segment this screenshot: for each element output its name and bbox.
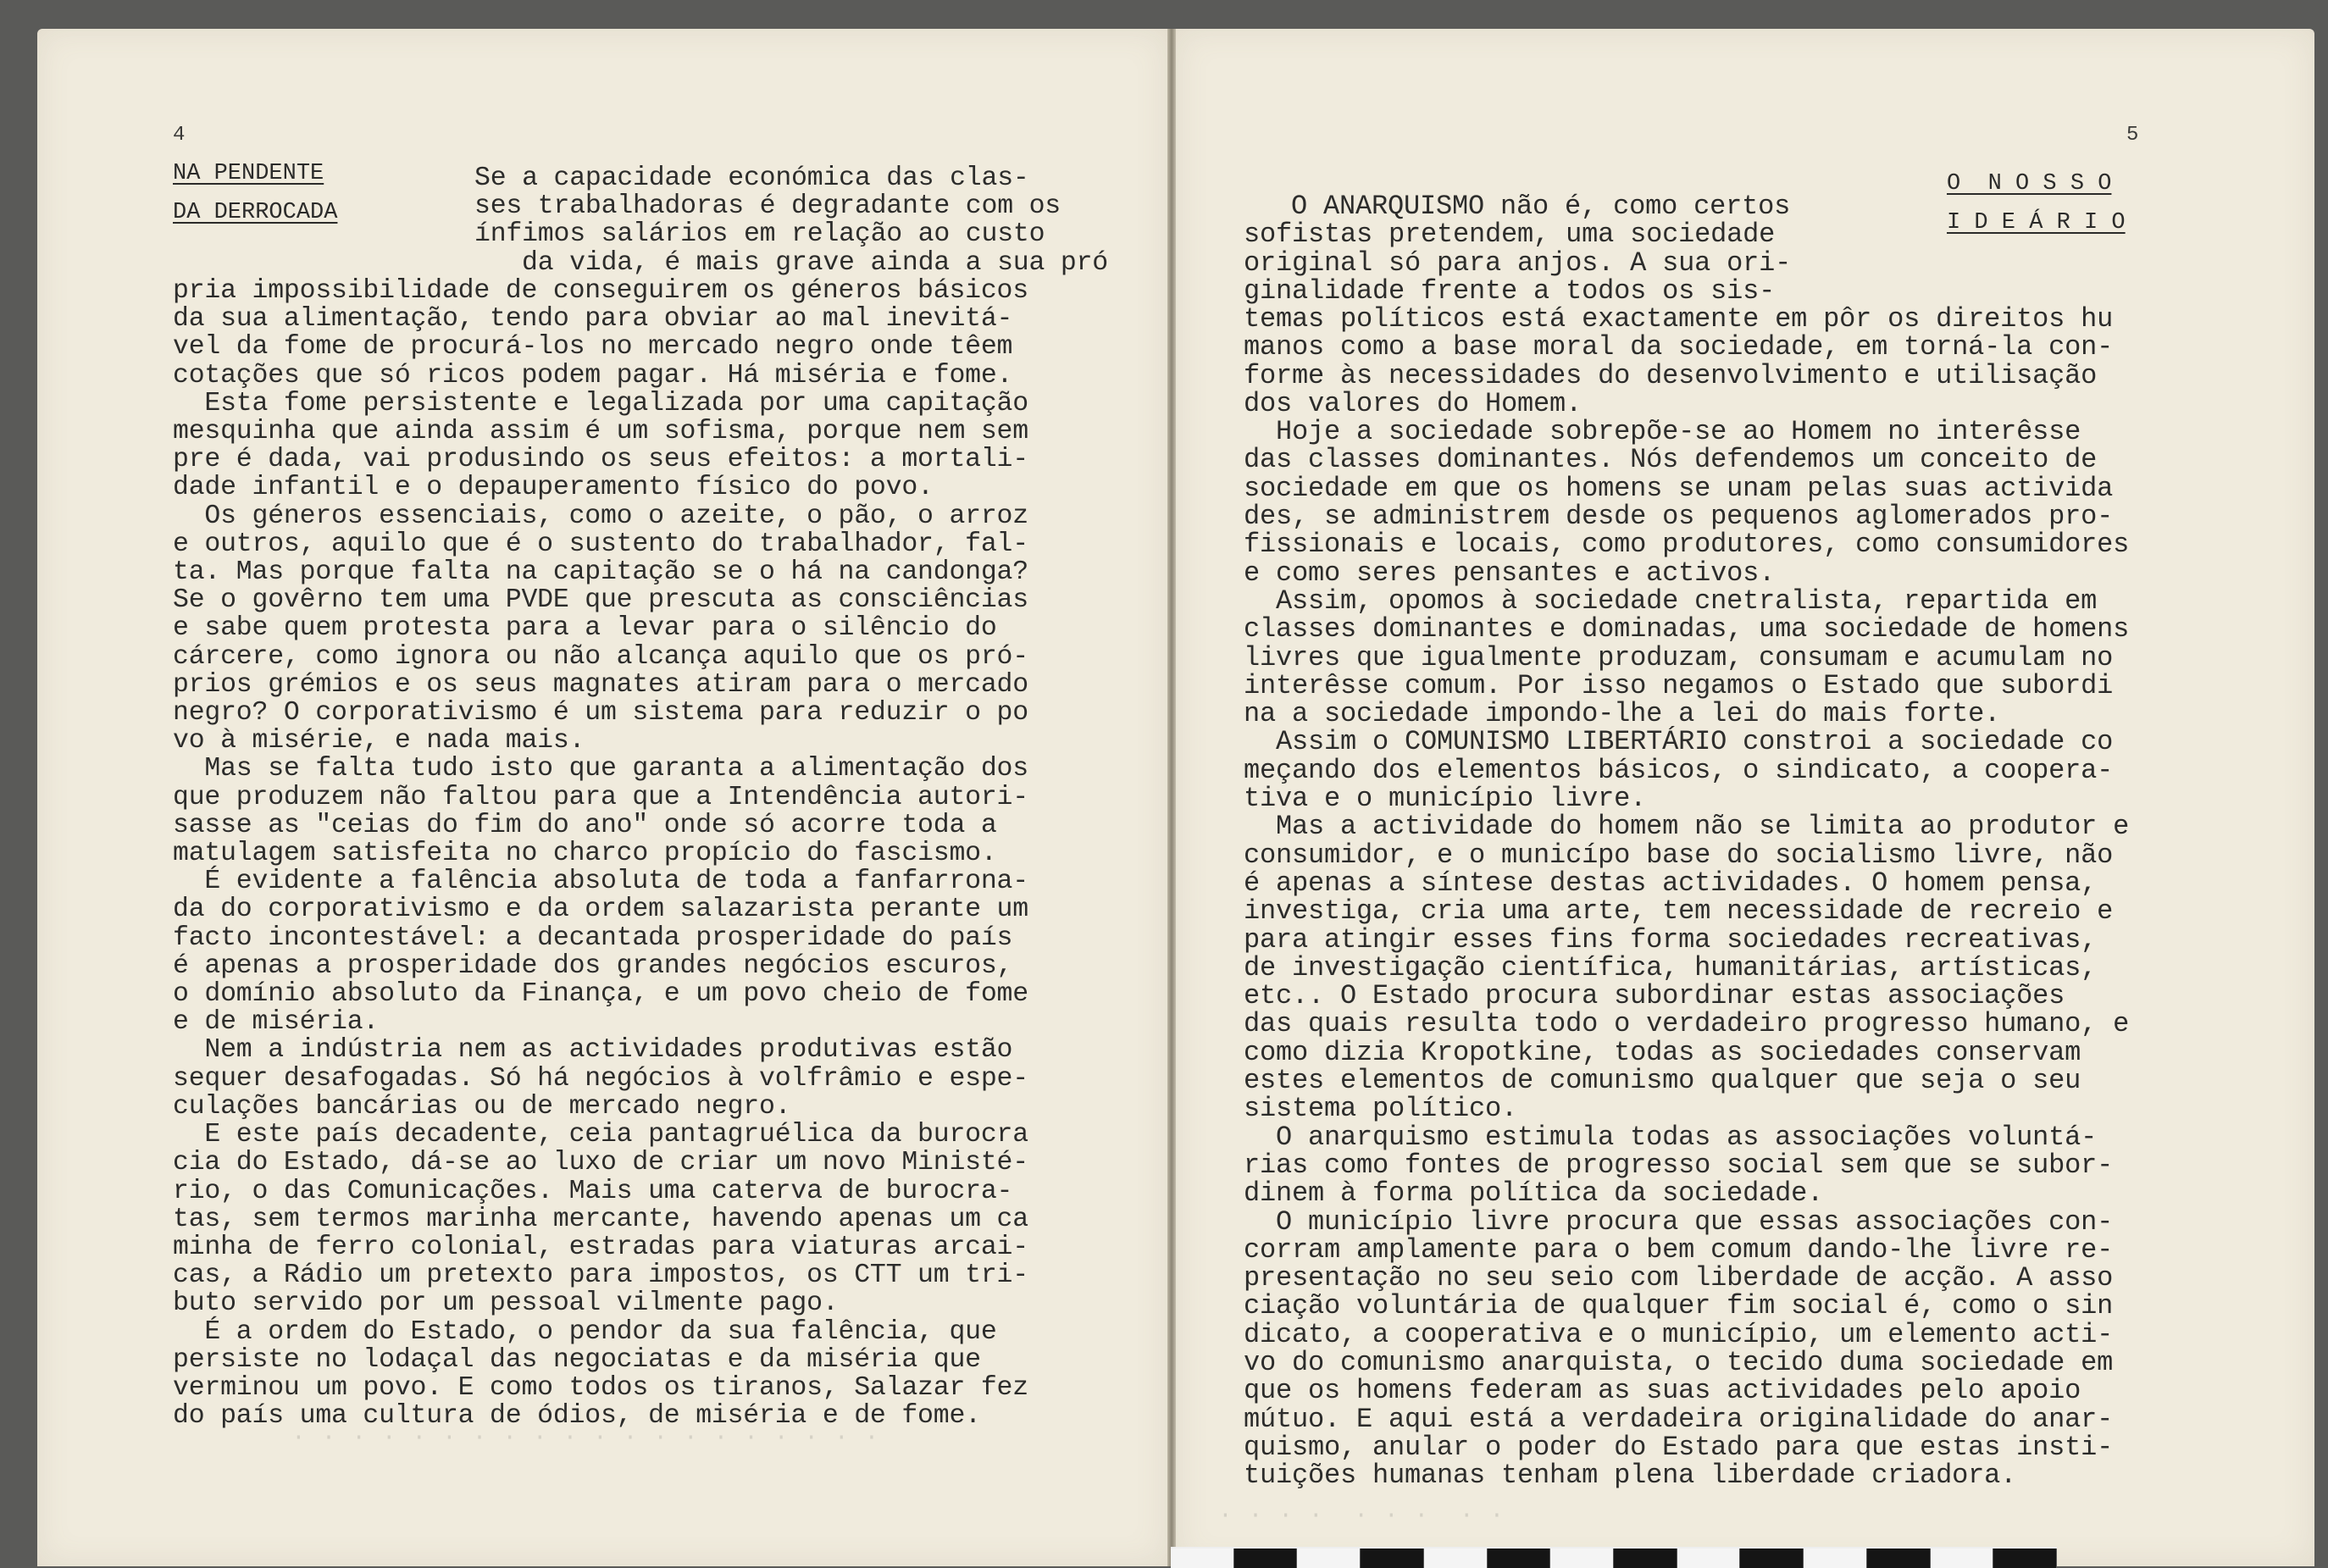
section-heading <box>173 154 337 232</box>
book-gutter <box>1167 29 1176 1566</box>
ruler-segment <box>1993 1549 2057 1568</box>
text-line: cotações que só ricos podem pagar. Há miséria e fome. <box>173 360 1013 391</box>
text-line: dos valores do Homem. <box>1244 387 1582 419</box>
right-page <box>1176 29 2314 1566</box>
bleed-through: · · · · · · · · · <box>1218 1503 1505 1529</box>
heading-line: DA DERROCADA <box>173 200 338 225</box>
text-line: manos como a base moral da sociedade, em torná-la con- <box>1244 331 2114 363</box>
text-line: prios grémios e os seus magnates atiram para o mercado <box>173 669 1028 700</box>
text-line: da sua alimentação, tendo para obviar ao mal inevitá- <box>173 304 1013 335</box>
text-line: livres que igualmente produzam, consumam e acumulam no <box>1244 641 2114 673</box>
text-line: O anarquismo estimula todas as associações voluntá- <box>1244 1121 2098 1153</box>
page-number: 5 <box>2126 124 2139 147</box>
text-line: sasse as "ceias do fim do ano" onde só acorre toda a <box>173 810 997 840</box>
text-line: cia do Estado, dá-se ao luxo de criar um novo Ministé- <box>173 1148 1028 1178</box>
article-body <box>1244 303 2130 1492</box>
text-line: buto servido por um pessoal vilmente pago. <box>173 1288 839 1319</box>
text-line: culações bancárias ou de mercado negro. <box>173 1091 791 1122</box>
heading-line: I D E Á R I O <box>1947 210 2126 235</box>
text-line: tiva e o município livre. <box>1244 783 1647 815</box>
text-line: vo do comunismo anarquista, o tecido duma sociedade em <box>1244 1346 2114 1378</box>
text-line: Assim, opomos à sociedade cnetralista, repartida em <box>1244 585 2098 617</box>
text-line: O ANARQUISMO não é, como certos <box>1291 191 1791 222</box>
text-line: verminou um povo. E como todos os tiranos, Salazar fez <box>173 1372 1028 1403</box>
text-line: Nem a indústria nem as actividades produtivas estão <box>173 1035 1013 1066</box>
text-line: O município livre procura que essas associações con- <box>1244 1205 2114 1238</box>
text-line: pria impossibilidade de conseguirem os géneros básicos <box>173 276 1028 306</box>
ruler-segment <box>1488 1549 1551 1568</box>
text-line: o domínio absoluto da Finança, e um povo cheio de fome <box>173 979 1028 1010</box>
text-line: negro? O corporativismo é um sistema para reduzir o po <box>173 698 1028 729</box>
text-line: dicato, a cooperativa e o município, um elemento acti- <box>1244 1318 2114 1350</box>
ruler-segment <box>1297 1549 1361 1568</box>
page-number: 4 <box>173 124 186 147</box>
section-heading <box>1947 164 2126 242</box>
text-line: original só para anjos. A sua ori- <box>1244 247 1792 279</box>
ruler-segment <box>1234 1549 1298 1568</box>
article-body <box>173 277 1028 1430</box>
text-line: quismo, anular o poder do Estado para que estas insti- <box>1244 1431 2114 1463</box>
text-line: e como seres pensantes e activos. <box>1244 557 1776 589</box>
ruler-segment <box>1614 1549 1677 1568</box>
text-line: consumidor, e o municípo base do socialismo livre, não <box>1244 839 2114 871</box>
text-line: des, se administrem desde os pequenos aglomerados pro- <box>1244 501 2114 533</box>
text-line: e outros, aquilo que é o sustento do trabalhador, fal- <box>173 529 1028 559</box>
text-line: cas, a Rádio um pretexto para impostos, os CTT um tri- <box>173 1260 1028 1291</box>
text-line: rias como fontes de progresso social sem que se subor- <box>1244 1149 2114 1181</box>
text-line: interêsse comum. Por isso negamos o Estado que subordi <box>1244 669 2114 701</box>
text-line: dade infantil e o depauperamento físico do povo. <box>173 473 934 503</box>
text-line: vo à misérie, e nada mais. <box>173 726 585 756</box>
left-page <box>37 29 1167 1566</box>
text-line: como dizia Kropotkine, todas as sociedades conservam <box>1244 1036 2081 1068</box>
text-line: que produzem não faltou para que a Intendência autori- <box>173 782 1028 812</box>
text-line: investiga, cria uma arte, tem necessidade de recreio e <box>1244 895 2114 928</box>
text-line: de investigação científica, humanitárias, artísticas, <box>1244 951 2098 983</box>
text-line: Hoje a sociedade sobrepõe-se ao Homem no interêsse <box>1244 416 2081 448</box>
text-line: etc.. O Estado procura subordinar estas associações <box>1244 980 2065 1012</box>
text-line: das classes dominantes. Nós defendemos um conceito de <box>1244 444 2098 476</box>
intro-paragraph <box>474 164 1108 277</box>
text-line: que os homens federam as suas actividades pelo apoio <box>1244 1375 2081 1407</box>
text-line: forme às necessidades do desenvolvimento e utilisação <box>1244 359 2098 391</box>
ruler-segment <box>1931 1549 1994 1568</box>
text-line: mesquinha que ainda assim é um sofisma, porque nem sem <box>173 417 1028 447</box>
text-line: sistema político. <box>1244 1093 1518 1125</box>
text-line: Os géneros essenciais, como o azeite, o pão, o arroz <box>173 501 1028 531</box>
text-line: pre é dada, vai produsindo os seus efeitos: a mortali- <box>173 445 1028 475</box>
text-line: e de miséria. <box>173 1007 380 1038</box>
text-line: sociedade em que os homens se unam pelas suas activida <box>1244 472 2114 504</box>
text-line: ciação voluntária de qualquer fim social é, como o sin <box>1244 1290 2114 1322</box>
text-line: minha de ferro colonial, estradas para viaturas arcai- <box>173 1232 1028 1262</box>
text-line: sofistas pretendem, uma sociedade <box>1244 219 1776 251</box>
text-line: vel da fome de procurá-los no mercado negro onde têem <box>173 332 1013 363</box>
text-line: da vida, é mais grave ainda a sua pró <box>522 247 1109 278</box>
text-line: tuições humanas tenham plena liberdade criadora. <box>1244 1460 2017 1492</box>
text-line: do país uma cultura de ódios, de miséria e de fome. <box>173 1401 981 1432</box>
text-line: na a sociedade impondo-lhe a lei do mais forte. <box>1244 698 2001 730</box>
text-line: tas, sem termos marinha mercante, havendo apenas um ca <box>173 1204 1028 1234</box>
ruler-segment <box>1361 1549 1424 1568</box>
text-line: é apenas a síntese destas actividades. O homem pensa, <box>1244 867 2098 899</box>
text-line: presentação no seu seio com liberdade de acção. A asso <box>1244 1262 2114 1294</box>
text-line: para atingir esses fins forma sociedades recreativas, <box>1244 923 2098 956</box>
text-line: ginalidade frente a todos os sis- <box>1244 274 1776 307</box>
text-line: É a ordem do Estado, o pendor da sua falência, que <box>173 1316 997 1347</box>
text-line: Se a capacidade económica das clas- <box>474 163 1029 193</box>
text-line: E este país decadente, ceia pantagruélica da burocra <box>173 1120 1028 1150</box>
text-line: estes elementos de comunismo qualquer que seja o seu <box>1244 1065 2081 1097</box>
text-line: dinem à forma política da sociedade. <box>1244 1177 1824 1210</box>
ruler-segment <box>1424 1549 1488 1568</box>
text-line: das quais resulta todo o verdadeiro progresso humano, e <box>1244 1008 2130 1040</box>
text-line: meçando dos elementos básicos, o sindicato, a coopera- <box>1244 754 2114 786</box>
text-line: fissionais e locais, como produtores, como consumidores <box>1244 529 2130 561</box>
text-line: É evidente a falência absoluta de toda a fanfarrona- <box>173 867 1028 897</box>
text-line: e sabe quem protesta para a levar para o silêncio do <box>173 613 997 644</box>
bleed-through: · · · · · · · · · · · · · · · · · · · · <box>291 1425 880 1451</box>
text-line: ses trabalhadoras é degradante com os <box>474 191 1061 222</box>
text-line: corram amplamente para o bem comum dando-lhe livre re- <box>1244 1233 2114 1266</box>
text-line: facto incontestável: a decantada prosperidade do país <box>173 923 1013 953</box>
text-line: Se o govêrno tem uma PVDE que prescuta as consciências <box>173 585 1028 616</box>
text-line: é apenas a prosperidade dos grandes negócios escuros, <box>173 950 1013 981</box>
text-line: da do corporativismo e da ordem salazarista perante um <box>173 895 1028 925</box>
ruler-segment <box>1804 1549 1867 1568</box>
text-line: ínfimos salários em relação ao custo <box>474 219 1045 250</box>
heading-line: NA PENDENTE <box>173 161 324 186</box>
text-line: classes dominantes e dominadas, uma sociedade de homens <box>1244 613 2130 645</box>
text-line: Mas a actividade do homem não se limita ao produtor e <box>1244 811 2130 843</box>
text-line: temas políticos está exactamente em pôr os direitos hu <box>1244 303 2114 335</box>
text-line: matulagem satisfeita no charco propício do fascismo. <box>173 839 997 869</box>
ruler-segment <box>1740 1549 1804 1568</box>
text-line: Esta fome persistente e legalizada por uma capitação <box>173 388 1028 418</box>
text-line: cárcere, como ignora ou não alcança aquilo que os pró- <box>173 641 1028 672</box>
scale-ruler <box>1171 1547 2057 1568</box>
ruler-segment <box>1677 1549 1741 1568</box>
heading-line: O N O S S O <box>1947 171 2112 197</box>
text-line: ta. Mas porque falta na capitação se o há na candonga? <box>173 557 1028 588</box>
text-line: persiste no lodaçal das negociatas e da miséria que <box>173 1344 981 1375</box>
ruler-segment <box>1550 1549 1614 1568</box>
ruler-segment <box>1171 1549 1234 1568</box>
text-line: sequer desafogadas. Só há negócios à volfrâmio e espe- <box>173 1063 1028 1094</box>
ruler-segment <box>1867 1549 1931 1568</box>
text-line: Mas se falta tudo isto que garanta a alimentação dos <box>173 754 1028 784</box>
text-line: mútuo. E aqui está a verdadeira originalidade do anar- <box>1244 1403 2114 1435</box>
intro-paragraph <box>1244 192 1791 305</box>
text-line: rio, o das Comunicações. Mais uma caterva de burocra- <box>173 1176 1013 1206</box>
text-line: Assim o COMUNISMO LIBERTÁRIO constroi a sociedade co <box>1244 726 2114 758</box>
